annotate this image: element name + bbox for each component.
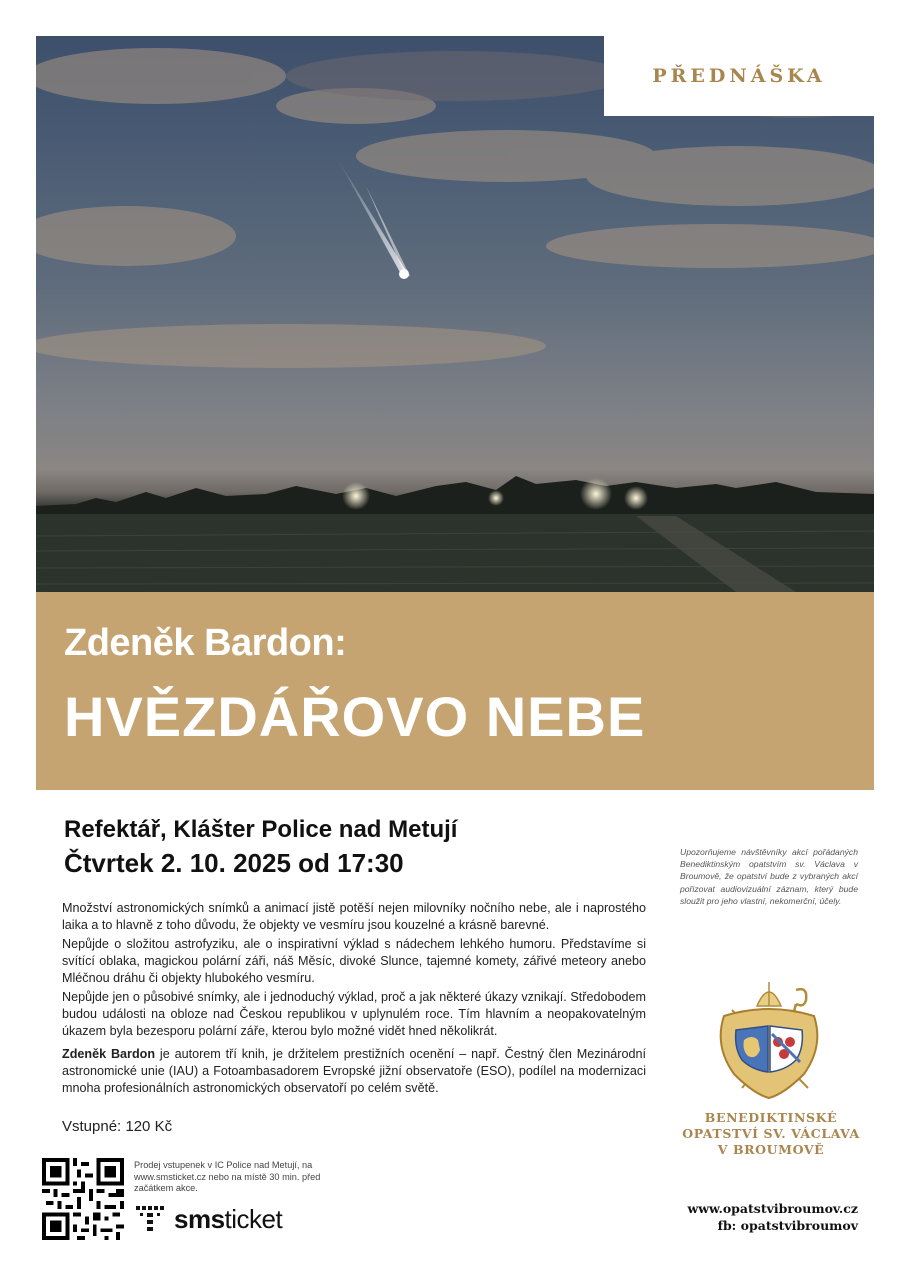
qr-code[interactable]	[42, 1158, 124, 1240]
event-venue: Refektář, Klášter Police nad Metují	[64, 816, 458, 843]
speaker-bio-name: Zdeněk Bardon	[62, 1047, 156, 1061]
speaker-bio	[62, 1046, 646, 1097]
smsticket-icon	[134, 1202, 168, 1236]
admission-price: Vstupné: 120 Kč	[62, 1118, 173, 1135]
smsticket-sms: sms	[174, 1203, 225, 1234]
website-link[interactable]: www.opatstvibroumov.cz	[687, 1201, 858, 1216]
facebook-link[interactable]: fb: opatstvibroumov	[717, 1218, 858, 1233]
abbey-name-line: BENEDIKTINSKÉ	[704, 1110, 838, 1125]
speaker-bio-text: je autorem tří knih, je držitelem prestižních ocenění – např. Čestný člen Mezinárodní astronomické unie (IAU) a Fotoambasadorem Evropské jižní observatoře (ESO), podílel na modernizaci mnoha profesionálních astronomických observatoří po celém světě.	[62, 1047, 646, 1095]
coat-of-arms-icon	[712, 976, 826, 1102]
smsticket-ticket: ticket	[224, 1203, 283, 1234]
event-title: HVĚZDÁŘOVO NEBE	[64, 685, 646, 748]
description-paragraph: Nepůjde jen o působivé snímky, ale i jednoduchý výklad, proč a jak některé úkazy vznikají. Středobodem budou události na obloze nad Českou republikou v uplynulém roce. Tím hlavním a neopakovatelným úkazem byla bezesporu polární záře, kterou bylo možné vidět hned několikrát.	[62, 990, 646, 1038]
event-description	[62, 900, 646, 1099]
abbey-name-line: V BROUMOVĚ	[717, 1142, 825, 1157]
recording-notice: Upozorňujeme návštěvníky akcí pořádaných Benediktinským opatstvím sv. Václava v Broumově, že opatství bude z vybraných akcí pořizovat audiovizuální záznam, který bude sloužit pro jeho vlastní, nekomerční, účely.	[680, 847, 858, 906]
lecture-badge	[604, 36, 874, 116]
abbey-crest	[712, 976, 826, 1102]
badge-label: PŘEDNÁŠKA	[652, 65, 826, 87]
smsticket-wordmark	[174, 1204, 282, 1235]
smsticket-logo[interactable]	[134, 1202, 282, 1236]
event-date: Čtvrtek 2. 10. 2025 od 17:30	[64, 848, 404, 878]
speaker-name: Zdeněk Bardon:	[64, 622, 347, 664]
hero-photo-comet	[36, 36, 874, 592]
abbey-name	[660, 1110, 882, 1158]
contact-links	[660, 1200, 858, 1234]
ticket-sale-info: Prodej vstupenek v IC Police nad Metují, na www.smsticket.cz nebo na místě 30 min. před začátkem akce.	[134, 1160, 321, 1194]
title-band	[36, 592, 874, 790]
description-paragraph: Množství astronomických snímků a animací jistě potěší nejen milovníky nočního nebe, ale i naprostého laika a to hlavně z toho důvodu, že objekty ve vesmíru jsou kouzelné a krásně barevné.	[62, 901, 646, 932]
description-paragraph: Nepůjde o složitou astrofyziku, ale o inspirativní výklad s nádechem lehkého humoru. Představíme si svítící oblaka, magickou polární záři, náš Měsíc, divoké Slunce, tajemné komety, zářivé meteory anebo Mléčnou dráhu či objekty hlubokého vesmíru.	[62, 937, 646, 985]
night-sky-illustration	[36, 36, 874, 592]
abbey-name-line: OPATSTVÍ SV. VÁCLAVA	[682, 1126, 860, 1141]
